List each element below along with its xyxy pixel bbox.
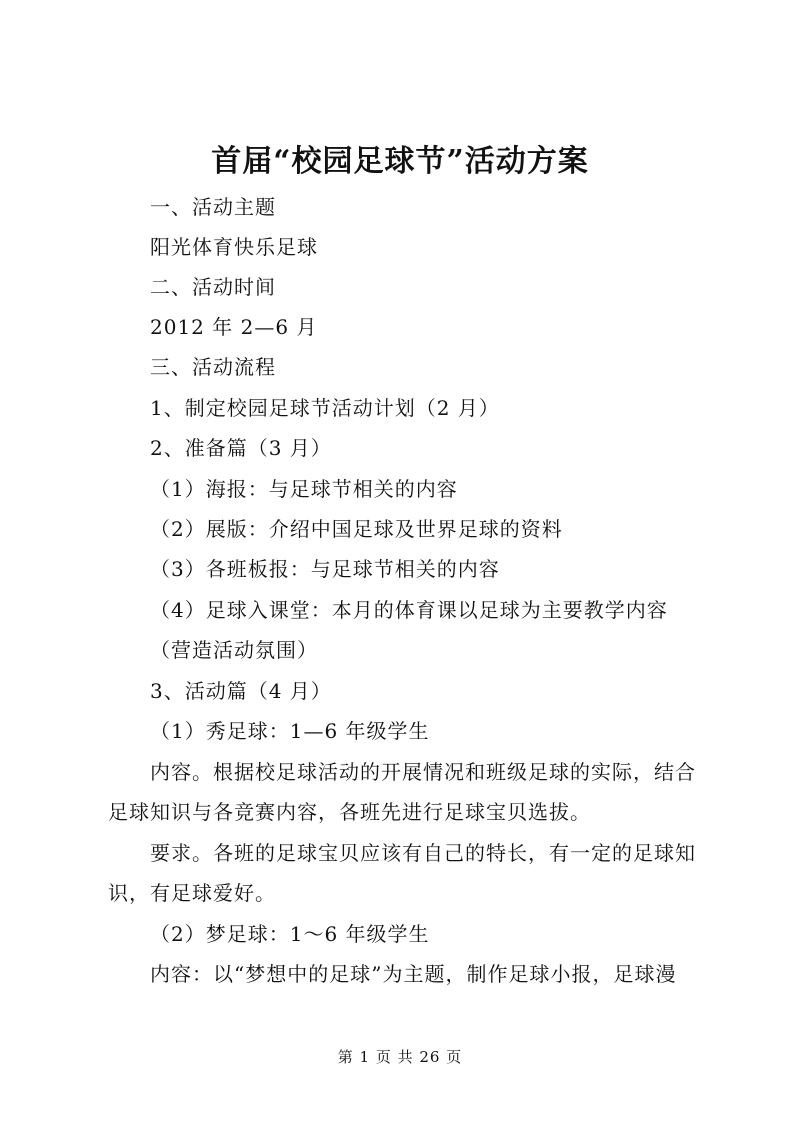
paragraph-show-content-line-2: 足球知识与各竞赛内容，各班先进行足球宝贝选拔。 bbox=[108, 800, 591, 824]
list-item-activity: 3、活动篇（4 月） bbox=[150, 679, 332, 703]
heading-process: 三、活动流程 bbox=[150, 355, 276, 379]
paragraph-requirement-line-2: 识，有足球爱好。 bbox=[108, 881, 276, 905]
list-item-classroom: （4）足球入课堂：本月的体育课以足球为主要教学内容 bbox=[150, 598, 668, 622]
paragraph-dream-content-line-1: 内容：以“梦想中的足球”为主题，制作足球小报，足球漫 bbox=[150, 962, 677, 986]
document-title: 首届“校园足球节”活动方案 bbox=[211, 144, 589, 179]
list-item-show-football: （1）秀足球：1—6 年级学生 bbox=[150, 719, 430, 743]
list-item-plan: 1、制定校园足球节活动计划（2 月） bbox=[150, 396, 500, 420]
list-item-prepare: 2、准备篇（3 月） bbox=[150, 436, 332, 460]
heading-theme: 一、活动主题 bbox=[150, 195, 276, 219]
paragraph-requirement-line-1: 要求。各班的足球宝贝应该有自己的特长，有一定的足球知 bbox=[150, 841, 696, 865]
list-item-dream-football: （2）梦足球：1～6 年级学生 bbox=[150, 922, 430, 946]
list-item-poster: （1）海报：与足球节相关的内容 bbox=[150, 477, 458, 501]
heading-time: 二、活动时间 bbox=[150, 275, 276, 299]
list-item-atmosphere: （营造活动氛围） bbox=[150, 638, 318, 662]
paragraph-time: 2012 年 2—6 月 bbox=[150, 315, 318, 339]
paragraph-show-content-line-1: 内容。根据校足球活动的开展情况和班级足球的实际，结合 bbox=[150, 760, 696, 784]
list-item-exhibition: （2）展版：介绍中国足球及世界足球的资料 bbox=[150, 517, 563, 541]
list-item-blackboard: （3）各班板报：与足球节相关的内容 bbox=[150, 557, 500, 581]
paragraph-theme: 阳光体育快乐足球 bbox=[150, 235, 318, 259]
page-footer: 第 1 页 共 26 页 bbox=[337, 1048, 463, 1066]
